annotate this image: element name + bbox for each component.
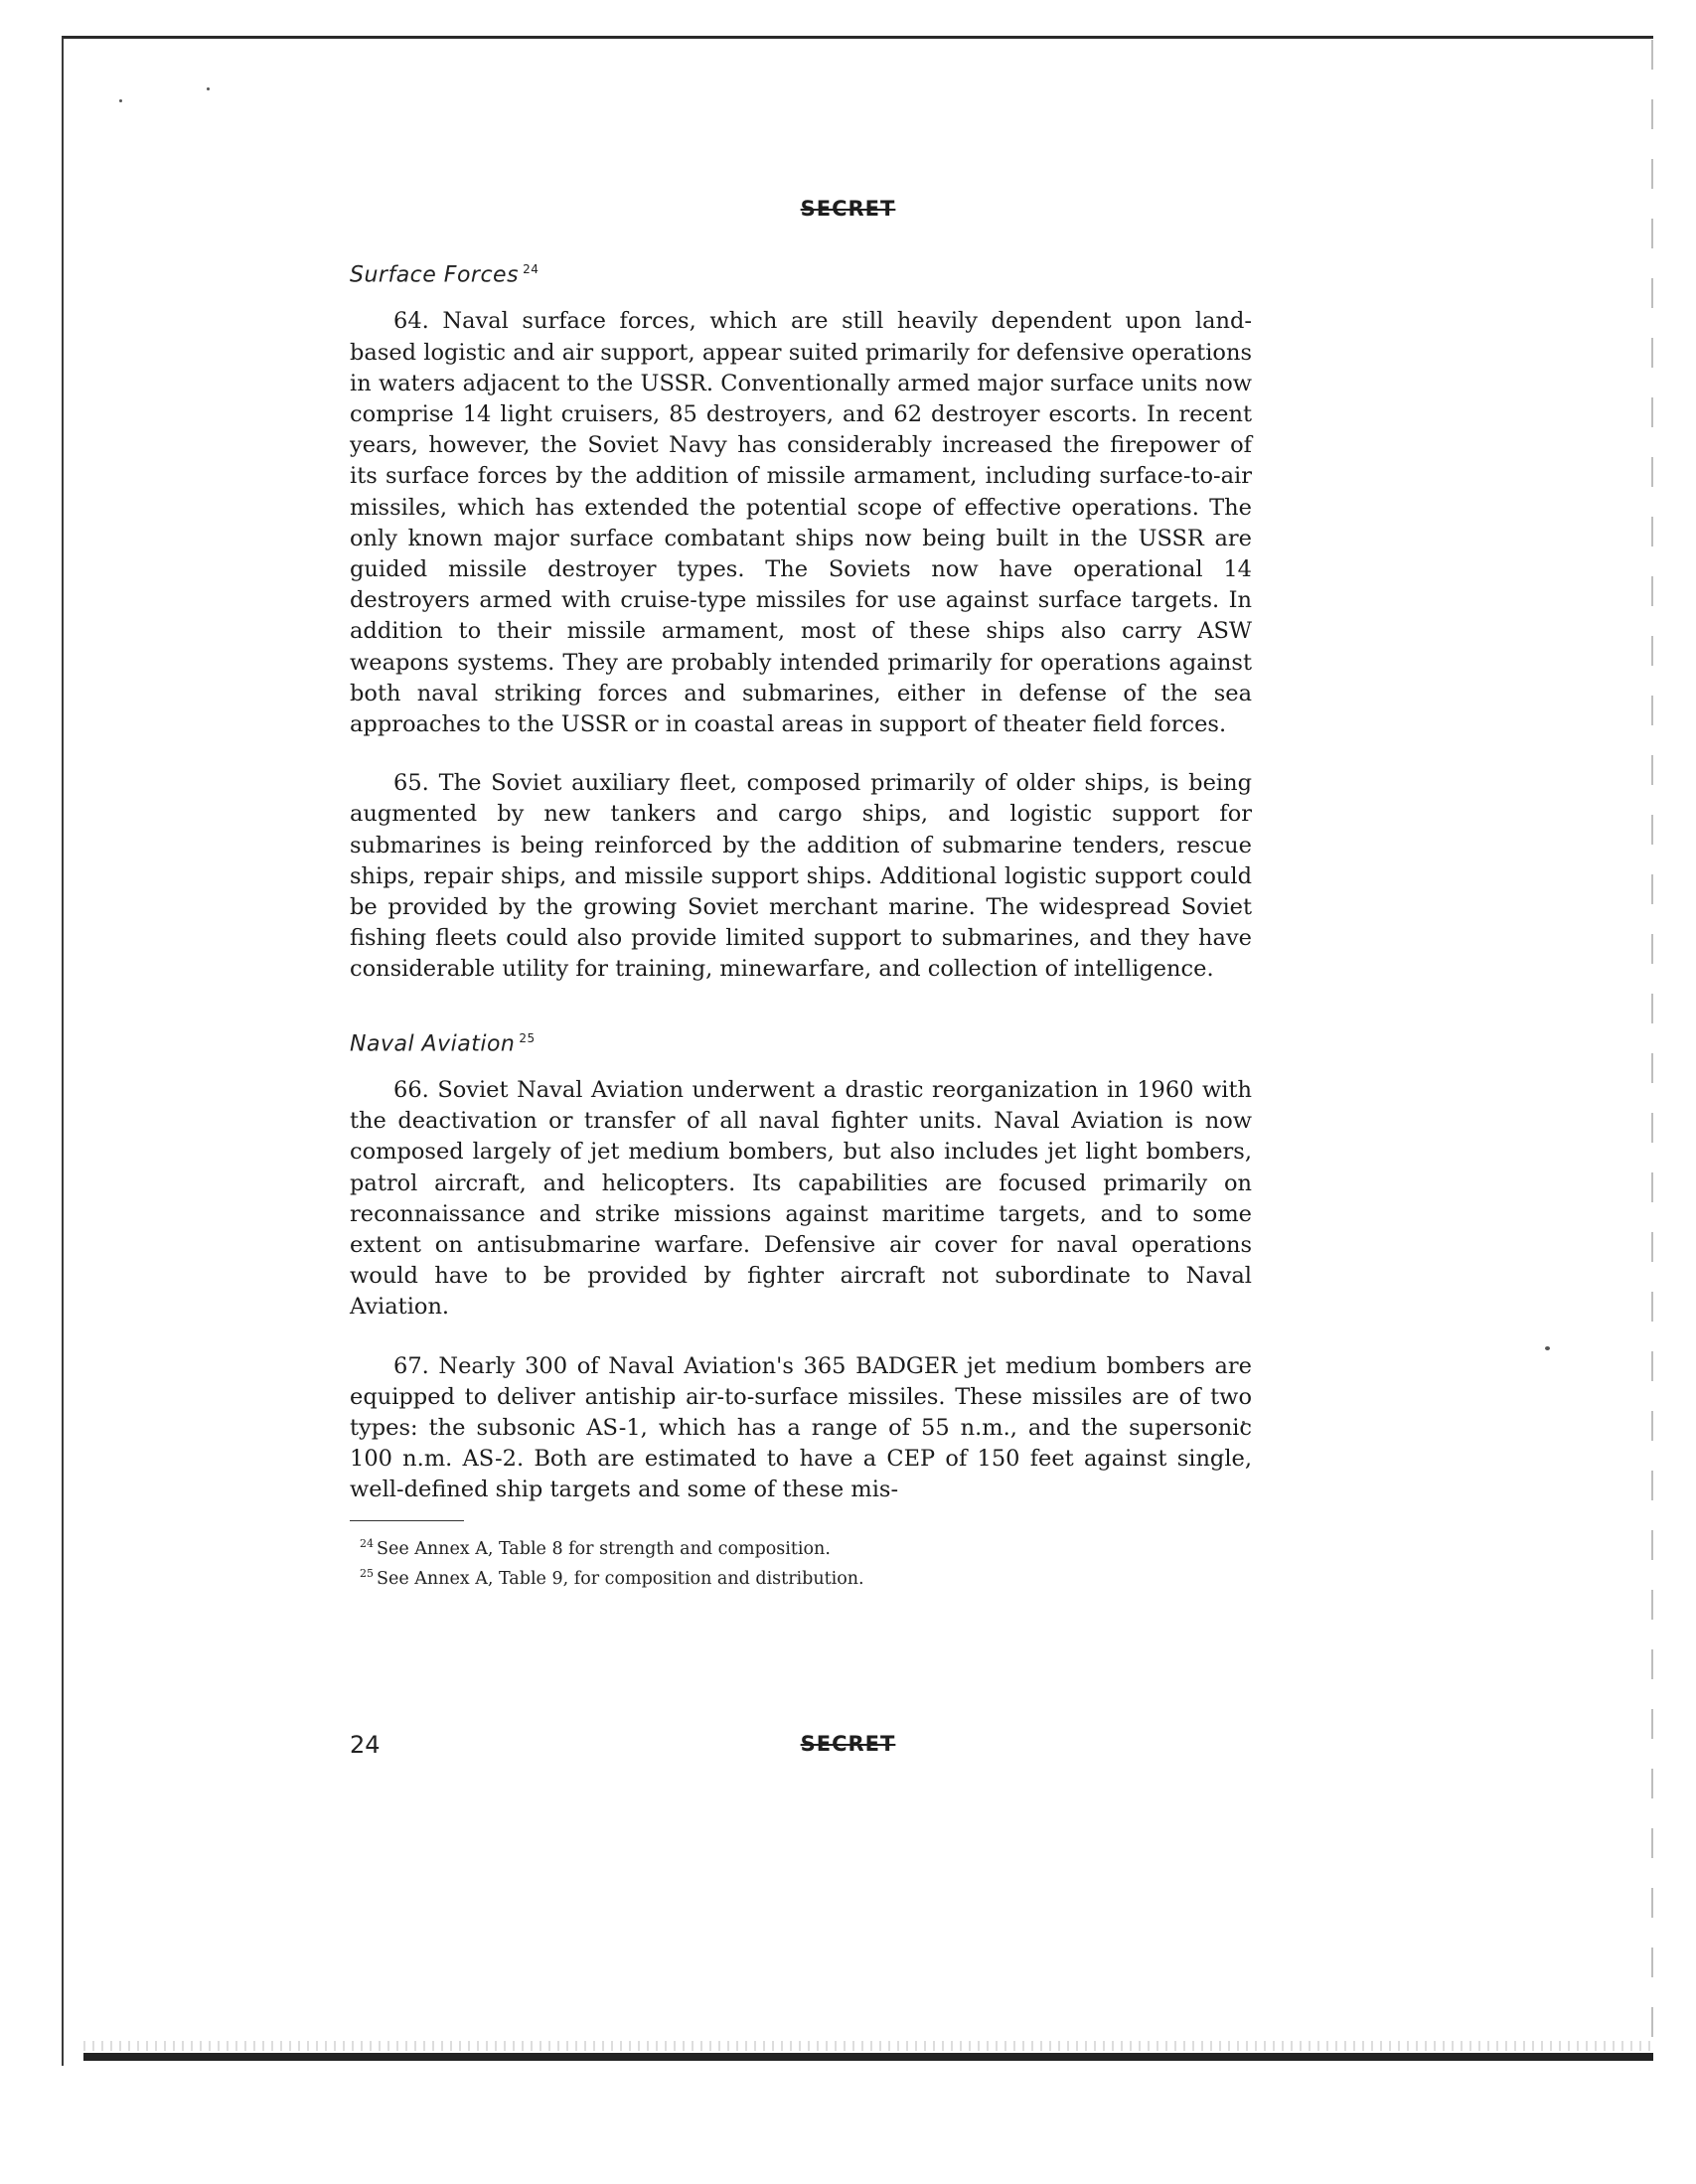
footnote-24: $^{24}$ See Annex A, Table 8 for strength and composition. [360, 1536, 831, 1559]
footnote-ref: 24 [523, 262, 540, 276]
paragraph-65: 65. The Soviet auxiliary fleet, composed primarily of older ships, is being augmented by new tankers and cargo ships, and logistic support for submarines is being reinforced by the addition of submarine tenders, rescue ships, repair ships, and missile support ships. Additional logistic support could be provided by the growing Soviet merchant marine. The widespread Soviet fishing fleets could also provide limited support to submarines, and they have considerable utility for training, minewarfare, and collection of intelligence. [350, 770, 1252, 983]
scan-speck [119, 99, 122, 102]
paragraph-67: 67. Nearly 300 of Naval Aviation's 365 BADGER jet medium bombers are equipped to deliver antiship air-to-surface missiles. These missiles are of two types: the subsonic AS-1, which has a range of 55 n.m., and the supersonic 100 n.m. AS-2. Both are estimated to have a CEP of 150 feet against single, well-defined ship targets and some of these mis- [350, 1352, 1252, 1503]
section-heading-surface-forces: Surface Forces $^{24}$ [350, 262, 540, 288]
section-heading-naval-aviation: Naval Aviation $^{25}$ [350, 1030, 536, 1056]
page-number: 24 [350, 1731, 381, 1759]
classification-footer: SECRET [800, 1732, 896, 1756]
scan-speck [1545, 1346, 1550, 1350]
scan-speck [207, 87, 210, 90]
paragraph-66: 66. Soviet Naval Aviation underwent a drastic reorganization in 1960 with the deactivation or transfer of all naval fighter units. Naval Aviation is now composed largely of jet medium bombers, but also includes jet light bombers, patrol aircraft, and helicopters. Its capabilities are focused primarily on reconnaissance and strike missions against maritime targets, and to some extent on antisubmarine warfare. Defensive air cover for naval operations would have to be provided by fighter aircraft not subordinate to Naval Aviation. [350, 1076, 1252, 1321]
paragraph-64: 64. Naval surface forces, which are still heavily dependent upon land-based logistic and air support, appear suited primarily for defensive operations in waters adjacent to the USSR. Conventionally armed major surface units now comprise 14 light cruisers, 85 destroyers, and 62 destroyer escorts. In recent years, however, the Soviet Navy has considerably increased the firepower of its surface forces by the addition of missile armament, including surface-to-air missiles, which has extended the potential scope of effective operations. The only known major surface combatant ships now being built in the USSR are guided missile destroyer types. The Soviets now have operational 14 destroyers armed with cruise-type missiles for use against surface targets. In addition to their missile armament, most of these ships also carry ASW weapons systems. They are probably intended primarily for operations against both naval striking forces and submarines, either in defense of the sea approaches to the USSR or in coastal areas in support of theater field forces. [350, 308, 1252, 737]
footnote-25: $^{25}$ See Annex A, Table 9, for composition and distribution. [360, 1567, 864, 1590]
scan-noise [83, 2041, 1653, 2051]
classification-header: SECRET [800, 197, 896, 221]
bottom-scan-rule [83, 2053, 1653, 2061]
footnote-divider [350, 1520, 464, 1521]
footnote-ref: 25 [519, 1030, 536, 1045]
document-body [350, 262, 1252, 1592]
